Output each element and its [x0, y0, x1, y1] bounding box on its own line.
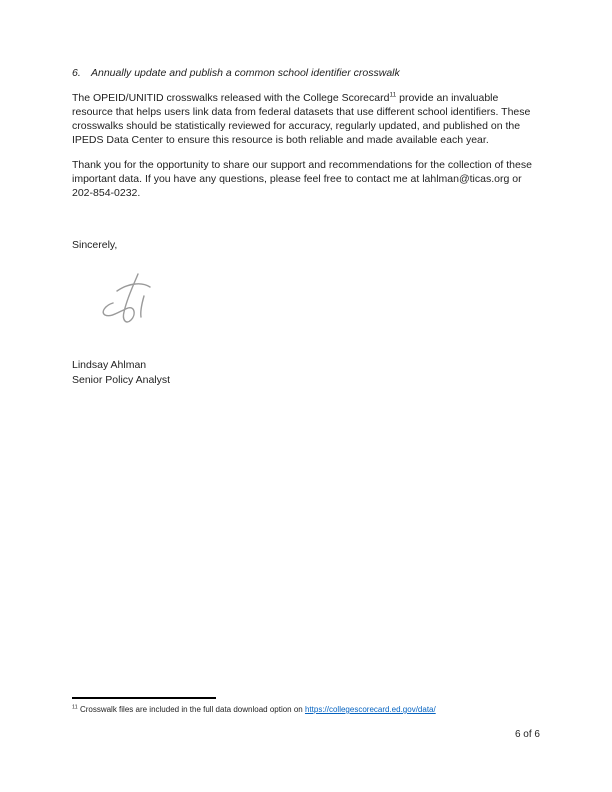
paragraph-crosswalks: [72, 91, 540, 147]
footnote-number: 11: [72, 704, 78, 711]
footnote-area: [72, 697, 540, 715]
footnote-body: Crosswalk files are included in the full data download option on: [77, 705, 305, 714]
paragraph-thank-you: Thank you for the opportunity to share our support and recommendations for the collection of these important data. If you have any questions, please feel free to contact me at lahlman@ticas.org or 202-854-0232.: [72, 159, 532, 199]
paragraph-text-pre: The OPEID/UNITID crosswalks released with the College Scorecard: [72, 92, 390, 104]
footnote-link[interactable]: https://collegescorecard.ed.gov/data/: [304, 705, 436, 714]
section-number: 6.: [72, 67, 81, 79]
footnote-text: [72, 705, 540, 715]
section-title: Annually update and publish a common school identifier crosswalk: [91, 67, 400, 79]
sender-title: Senior Policy Analyst: [72, 374, 171, 386]
sender-name: Lindsay Ahlman: [72, 359, 147, 371]
signature-scribble-icon: [84, 268, 176, 330]
footnote-separator-rule: [72, 697, 216, 699]
paragraph-text-post: provide an invaluable resource that helps users link data from federal datasets that use different school identifiers. These crosswalks should be statistically reviewed for accuracy, regularly updated, and published on the IPEDS Data Center to ensure this resource is both reliable and made available each year.: [72, 92, 531, 146]
signature-image: [84, 268, 540, 330]
footnote-reference-marker: 11: [389, 91, 397, 99]
closing-salutation: Sincerely,: [72, 239, 118, 251]
page-number: 6 of 6: [514, 729, 540, 740]
section-heading: [72, 66, 540, 80]
letter-body: [72, 66, 540, 388]
